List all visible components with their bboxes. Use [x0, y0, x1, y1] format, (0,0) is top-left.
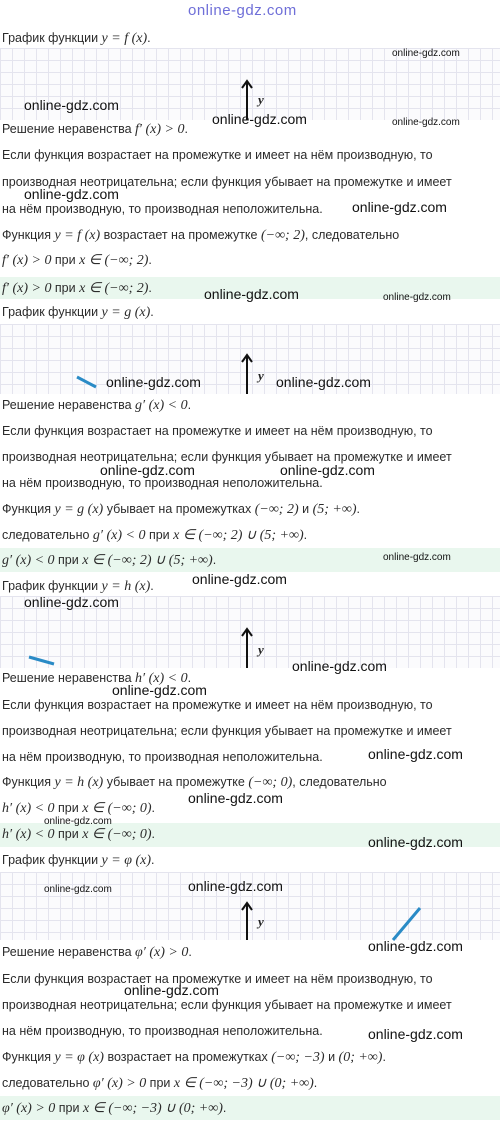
theory-line-2: производная неотрицательна; если функция убывает на промежутке и имеет: [2, 724, 452, 738]
watermark: online-gdz.com: [392, 117, 460, 128]
y-axis-label: y: [258, 368, 264, 383]
statement-line-2: следовательно g′ (x) < 0 при x ∈ (−∞; 2) ∪ (5; +∞).: [2, 528, 308, 543]
watermark: online-gdz.com: [204, 286, 299, 302]
curve-fragment: [28, 656, 56, 666]
y-axis-label: y: [258, 92, 264, 107]
theory-line-3: на нём производную, то производная неположительна.: [2, 750, 323, 764]
theory-line-1: Если функция возрастает на промежутке и имеет на нём производную, то: [2, 148, 433, 162]
y-axis-label: y: [258, 642, 264, 657]
heading-f: Решение неравенства f′ (x) > 0.: [2, 122, 188, 137]
watermark: online-gdz.com: [292, 658, 387, 674]
watermark: online-gdz.com: [368, 938, 463, 954]
watermark: online-gdz.com: [100, 462, 195, 478]
statement-line-1: Функция y = h (x) убывает на промежутке (−∞; 0), следовательно: [2, 775, 387, 790]
theory-line-1: Если функция возрастает на промежутке и имеет на нём производную, то: [2, 698, 433, 712]
watermark: online-gdz.com: [212, 111, 307, 127]
theory-line-2: производная неотрицательна; если функция убывает на промежутке и имеет: [2, 998, 452, 1012]
theory-line-2: производная неотрицательна; если функция убывает на промежутке и имеет: [2, 175, 452, 189]
theory-line-3: на нём производную, то производная неположительна.: [2, 1024, 323, 1038]
heading-g: Решение неравенства g′ (x) < 0.: [2, 398, 192, 413]
watermark: online-gdz.com: [192, 571, 287, 587]
theory-line-2: производная неотрицательна; если функция убывает на промежутке и имеет: [2, 450, 452, 464]
watermark: online-gdz.com: [383, 292, 451, 303]
watermark: online-gdz.com: [280, 462, 375, 478]
statement-line-2: f′ (x) > 0 при x ∈ (−∞; 2).: [2, 253, 152, 268]
watermark: online-gdz.com: [44, 884, 112, 895]
watermark: online-gdz.com: [276, 374, 371, 390]
statement-line-2: h′ (x) < 0 при x ∈ (−∞; 0).: [2, 801, 156, 816]
theory-line-1: Если функция возрастает на промежутке и имеет на нём производную, то: [2, 424, 433, 438]
answer-phi: φ′ (x) > 0 при x ∈ (−∞; −3) ∪ (0; +∞).: [2, 1101, 227, 1116]
y-axis-arrow: [241, 902, 253, 940]
watermark: online-gdz.com: [188, 790, 283, 806]
watermark: online-gdz.com: [106, 374, 201, 390]
statement-line-1: Функция y = g (x) убывает на промежутках (−∞; 2) и (5; +∞).: [2, 502, 360, 517]
watermark: online-gdz.com: [24, 97, 119, 113]
curve-fragment: [392, 906, 422, 942]
graph-title-phi: График функции y = φ (x).: [2, 853, 155, 868]
graph-title-g: График функции y = g (x).: [2, 305, 154, 320]
watermark: online-gdz.com: [368, 746, 463, 762]
watermark: online-gdz.com: [112, 682, 207, 698]
watermark: online-gdz.com: [124, 982, 219, 998]
watermark: online-gdz.com: [24, 594, 119, 610]
theory-line-3: на нём производную, то производная неположительна.: [2, 476, 323, 490]
y-axis-arrow: [241, 628, 253, 668]
answer-f: f′ (x) > 0 при x ∈ (−∞; 2).: [2, 281, 152, 296]
statement-line-1: Функция y = φ (x) возрастает на промежутках (−∞; −3) и (0; +∞).: [2, 1050, 386, 1065]
heading-h: Решение неравенства h′ (x) < 0.: [2, 671, 192, 686]
answer-h: h′ (x) < 0 при x ∈ (−∞; 0).: [2, 827, 156, 842]
graph-g: [0, 324, 500, 394]
watermark: online-gdz.com: [392, 48, 460, 59]
site-header[interactable]: online-gdz.com: [188, 2, 297, 19]
watermark: online-gdz.com: [24, 186, 119, 202]
watermark: online-gdz.com: [368, 1026, 463, 1042]
statement-line-1: Функция y = f (x) возрастает на промежутке (−∞; 2), следовательно: [2, 228, 400, 243]
theory-line-3: на нём производную, то производная неположительна.: [2, 202, 323, 216]
watermark: online-gdz.com: [368, 834, 463, 850]
watermark: online-gdz.com: [188, 878, 283, 894]
watermark: online-gdz.com: [352, 199, 447, 215]
y-axis-label: y: [258, 914, 264, 929]
y-axis-arrow: [241, 354, 253, 394]
watermark: online-gdz.com: [383, 552, 451, 563]
theory-line-1: Если функция возрастает на промежутке и имеет на нём производную, то: [2, 972, 433, 986]
curve-fragment: [76, 376, 100, 390]
statement-line-2: следовательно φ′ (x) > 0 при x ∈ (−∞; −3) ∪ (0; +∞).: [2, 1076, 318, 1091]
graph-title-h: График функции y = h (x).: [2, 579, 154, 594]
answer-g: g′ (x) < 0 при x ∈ (−∞; 2) ∪ (5; +∞).: [2, 553, 217, 568]
heading-phi: Решение неравенства φ′ (x) > 0.: [2, 945, 192, 960]
graph-title-f: График функции y = f (x).: [2, 31, 151, 46]
watermark: online-gdz.com: [44, 816, 112, 827]
